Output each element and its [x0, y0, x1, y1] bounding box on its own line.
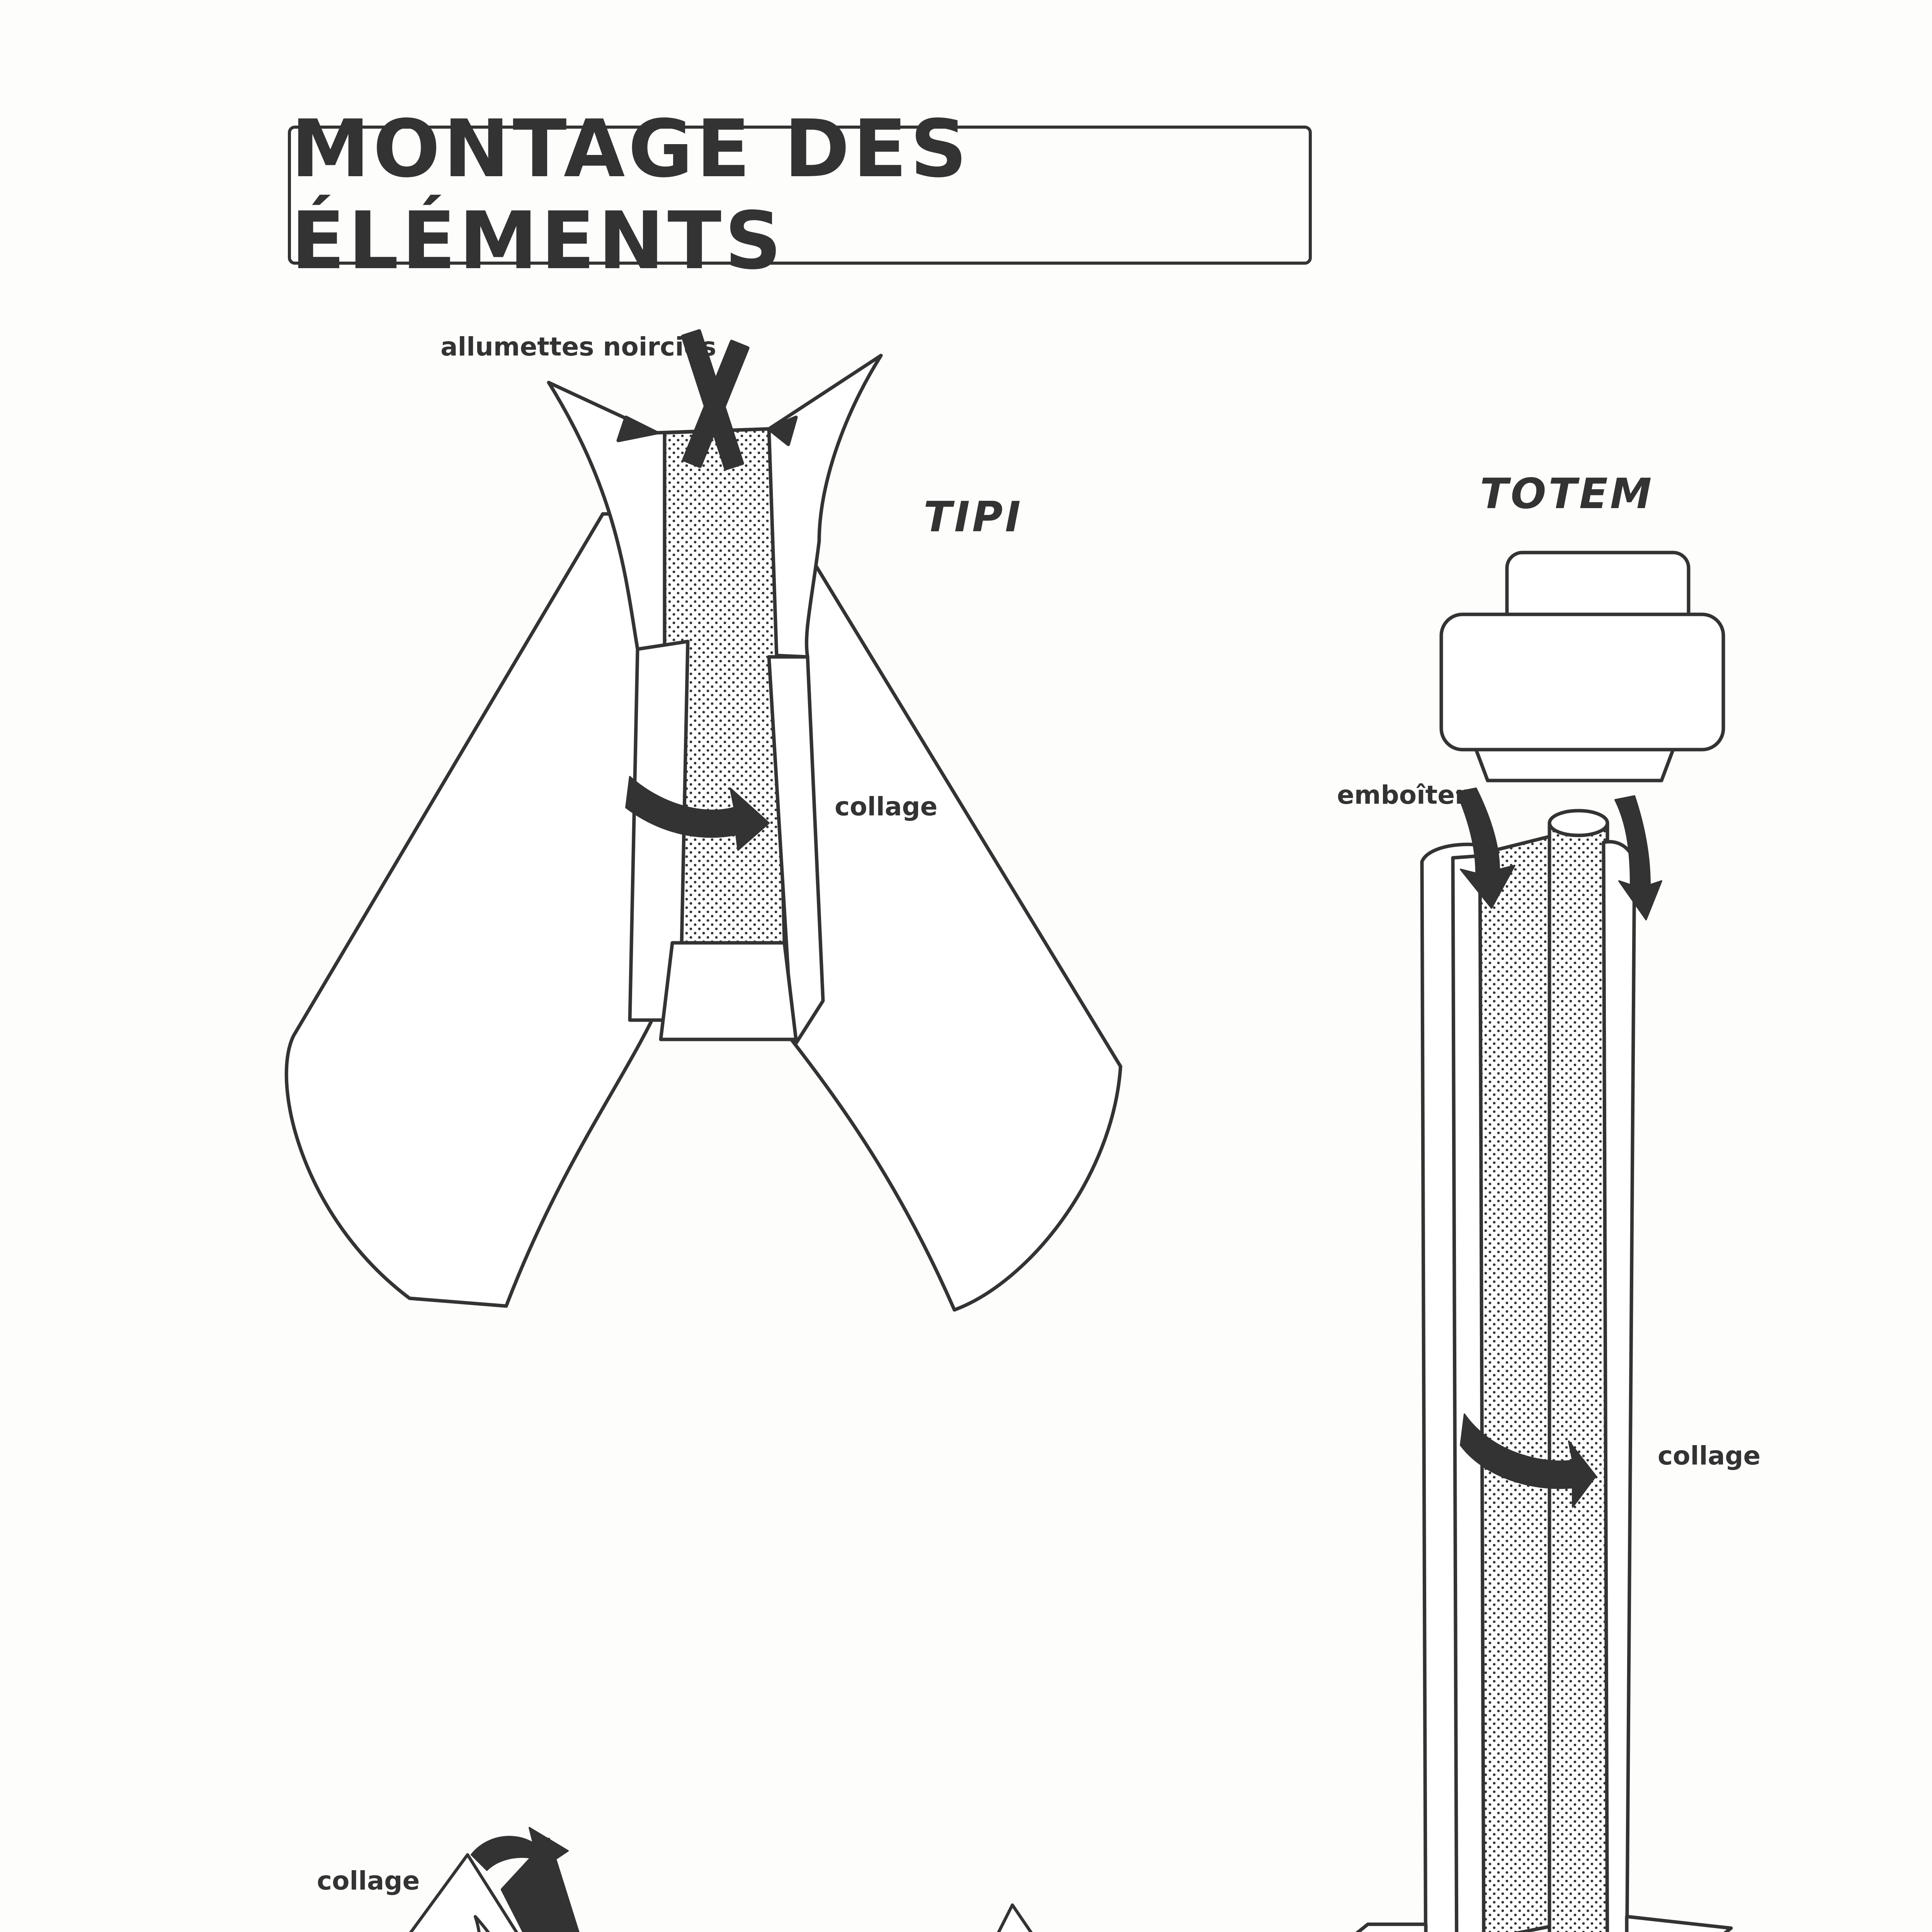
totem-label-glue: collage: [1658, 1441, 1761, 1471]
tipi-cover-right: [784, 514, 1121, 1310]
pencil-rod: [1549, 811, 1607, 1932]
totem-fin-left: [1329, 1924, 1426, 1932]
tipi-cover: [286, 514, 665, 1306]
tipi-door: [661, 943, 796, 1039]
totem-fin-right: [1627, 1917, 1731, 1932]
campfire-assembled: [726, 1905, 1194, 1932]
totem-head: [1441, 614, 1723, 750]
page-title: MONTAGE DES ÉLÉMENTS: [291, 103, 970, 287]
tipi-diagram: [286, 331, 1121, 1310]
tipi-name: TIPI: [923, 493, 1023, 541]
campfire-triangle-back: [819, 1905, 1194, 1932]
totem-name: TOTEM: [1480, 470, 1654, 518]
totem-diagram: [1329, 553, 1739, 1932]
totem-label-fit: emboîter: [1337, 780, 1468, 810]
campfire-label-glue: collage: [317, 1866, 420, 1896]
tipi-label-matches: allumettes noircies: [440, 332, 716, 362]
tipi-label-glue: collage: [835, 792, 938, 821]
